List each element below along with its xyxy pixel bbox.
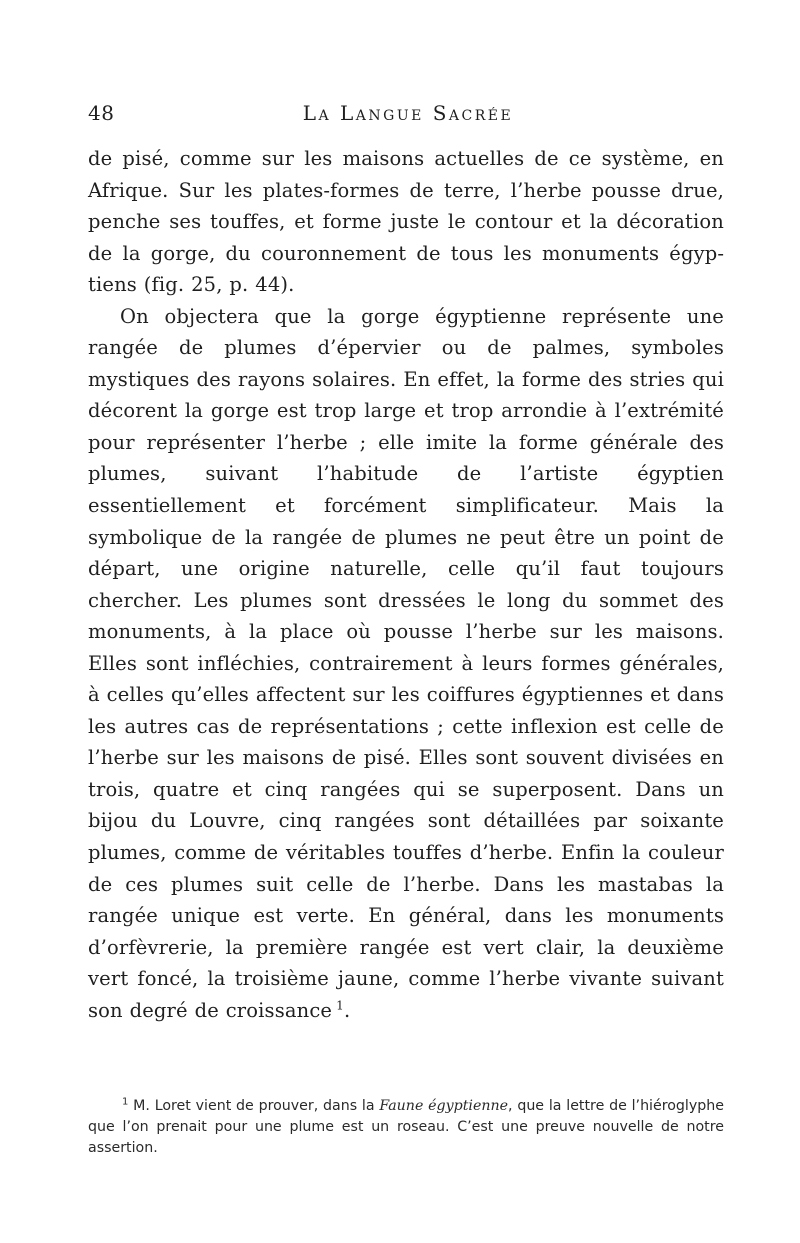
footnote-mark: 1 — [122, 1096, 129, 1108]
footnote — [88, 1096, 724, 1160]
body-text — [88, 143, 724, 1026]
paragraph-1: de pisé, comme sur les maisons actuelles de ce système, en Afrique. Sur les plates-formes de terre, l’herbe pousse drue, penche ses touffes, et forme juste le contour et la décoration de la gorge, du couronnement de tous les monuments égyptiens (fig. 25, p. 44). — [88, 147, 724, 297]
paragraph-2: On objectera que la gorge égyptienne représente une rangée de plumes d’épervier ou de palmes, symboles mystiques des rayons solaires. En effet, la forme des stries qui décorent la gorge est trop large et trop arrondie à l’extrémité pour représenter l’herbe ; elle imite la forme générale des plumes, suivant l’habitude de l’artiste égyptien essentiellement et forcément simplificateur. Mais la symbolique de la rangée de plumes ne peut être un point de départ, une origine naturelle, celle qu’il faut toujours chercher. Les plumes sont dressées le long du sommet des monuments, à la place où pousse l’herbe sur les maisons. Elles sont infléchies, contrairement à leurs formes générales, à celles qu’elles affectent sur les coiffures égyptiennes et dans les autres cas de représentations ; cette inflexion est celle de l’herbe sur les maisons de pisé. Elles sont souvent divisées en trois, quatre et cinq rangées qui se superposent. Dans un bijou du Louvre, cinq rangées sont détaillées par soixante plumes, comme de véritables touffes d’herbe. Enfin la couleur de ces plumes suit celle de l’herbe. Dans les mastabas la rangée unique est verte. En général, dans les monuments d’orfèvrerie, la première rangée est vert clair, la deuxième vert foncé, la troisième jaune, comme l’herbe vivante suivant son degré de croissance $^1$. — [88, 304, 724, 1022]
page-number: 48 — [88, 101, 115, 125]
footnote-italic-title: Faune égyptienne — [379, 1098, 509, 1114]
footnote-reference[interactable]: 1 — [336, 998, 344, 1013]
footnote-text-before: M. Loret vient de prouver, dans la — [128, 1098, 380, 1114]
paragraph-2-text: On objectera que la gorge égyptienne représente une rangée de plumes d’épervier ou de palmes, symboles mystiques des rayons solaires. En effet, la forme des stries qui décorent la gorge est trop large et trop arrondie à l’extrémité pour représenter l’herbe ; elle imite la forme générale des plumes, suivant l’habitude de l’artiste égyptien essentiellement et forcément simplificateur. Mais la symbolique de la rangée de plumes ne peut être un point de départ, une origine naturelle, celle qu’il faut toujours chercher. Les plumes sont dressées le long du sommet des monuments, à la place où pousse l’herbe sur les maisons. Elles sont infléchies, contrairement à leurs formes générales, à celles qu’elles affectent sur les coiffures égyptiennes et dans les autres cas de représentations ; cette inflexion est celle de l’herbe sur les maisons de pisé. Elles sont souvent divisées en trois, quatre et cinq rangées qui se superposent. Dans un bijou du Louvre, cinq rangées sont détaillées par soixante plumes, comme de véritables touffes d’herbe. Enfin la couleur de ces plumes suit celle de l’herbe. Dans les mastabas la rangée unique est verte. En général, dans les monuments d’orfèvrerie, la première rangée est vert clair, la deuxième vert foncé, la troisième jaune, comme l’herbe vivante suivant son degré de croissance — [88, 304, 724, 1022]
page-header — [88, 98, 728, 132]
running-title: La Langue Sacrée — [302, 101, 514, 125]
footnote-text-after: , que la lettre de l’hiéroglyphe que l’on prenait pour une plume est un roseau. C’est une preuve nouvelle de notre assertion. — [88, 1098, 724, 1157]
